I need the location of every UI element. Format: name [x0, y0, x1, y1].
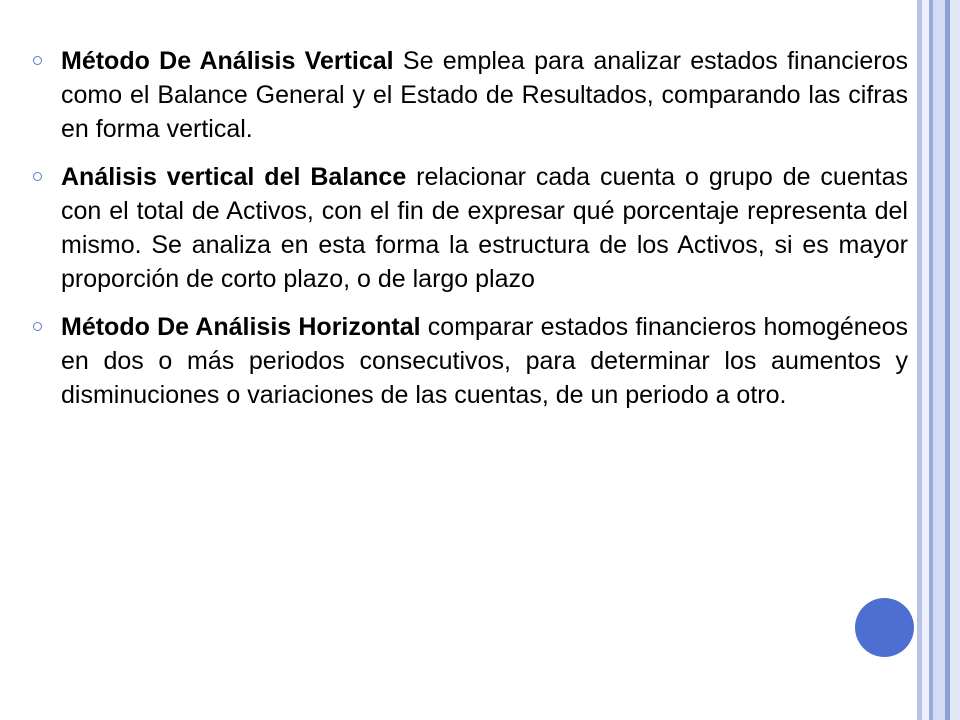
decorative-stripe	[950, 0, 960, 720]
bullet-item-analisis-horizontal	[30, 310, 908, 412]
bullet-ring-icon	[33, 56, 42, 65]
bullet-list	[30, 44, 908, 426]
bullet-term: Análisis vertical del Balance	[61, 163, 407, 191]
decorative-stripe	[933, 0, 945, 720]
bullet-term: Método De Análisis Vertical	[61, 47, 394, 75]
bullet-term: Método De Análisis Horizontal	[61, 313, 421, 341]
decorative-stripe	[922, 0, 929, 720]
bullet-text: comparar estados financieros homogéneos en dos o más periodos consecutivos, para determinar los aumentos y disminuciones o variaciones de las cuentas, de un periodo a otro.	[61, 313, 909, 409]
bullet-text: Se emplea para analizar estados financieros como el Balance General y el Estado de Resultados, comparando las cifras en forma vertical.	[61, 47, 908, 143]
bullet-ring-icon	[33, 322, 42, 331]
decorative-circle	[855, 598, 914, 657]
bullet-text: relacionar cada cuenta o grupo de cuentas con el total de Activos, con el fin de expresar qué porcentaje representa del mismo. Se analiza en esta forma la estructura de los Activos, si es mayor proporción de corto plazo, o de largo plazo	[61, 163, 908, 293]
bullet-ring-icon	[33, 172, 42, 181]
bullet-item-analisis-balance	[30, 160, 908, 296]
bullet-item-analisis-vertical	[30, 44, 908, 146]
